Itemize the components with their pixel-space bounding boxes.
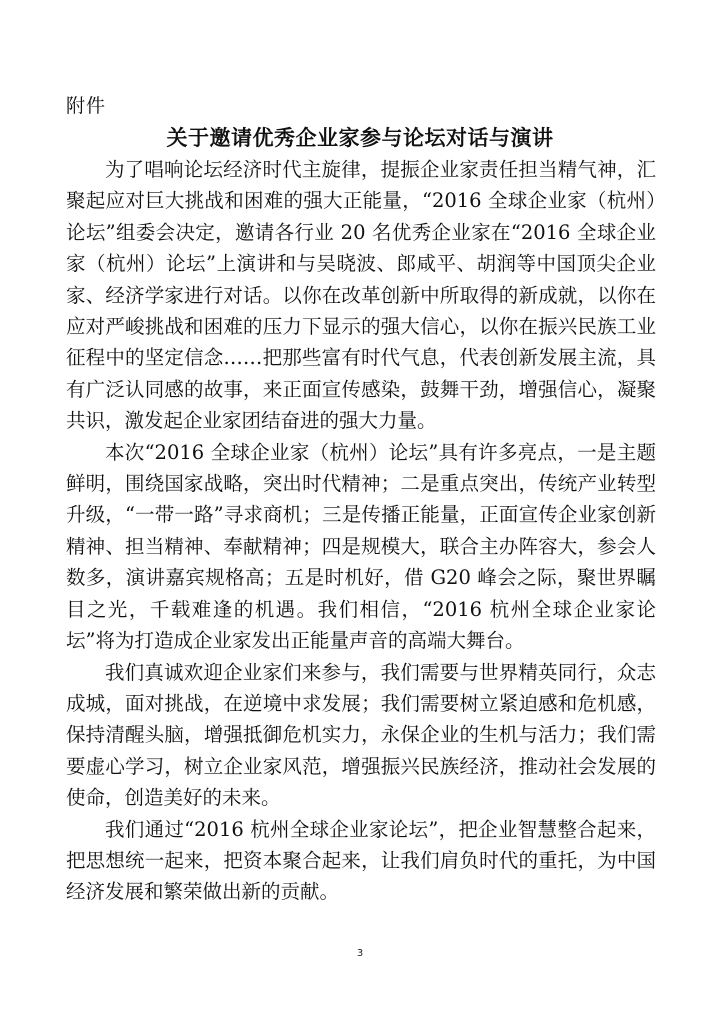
attachment-label: 附件 [66,95,107,117]
page-number: 3 [356,948,364,959]
document-title: 关于邀请优秀企业家参与论坛对话与演讲 [166,126,554,150]
paragraph-3: 我们真诚欢迎企业家们来参与，我们需要与世界精英同行，众志成城，面对挑战，在逆境中求发展；我们需要树立紧迫感和危机感，保持清醒头脑，增强抵御危机实力，永保企业的生机与活力；我们需要虚心学习，树立企业家风范，增强振兴民族经济，推动社会发展的使命，创造美好的未来。 [66,660,656,810]
document-body [66,154,656,908]
paragraph-4: 我们通过“2016 杭州全球企业家论坛”，把企业智慧整合起来，把思想统一起来，把资本聚合起来，让我们肩负时代的重托，为中国经济发展和繁荣做出新的贡献。 [66,817,656,904]
paragraph-1: 为了唱响论坛经济时代主旋律，提振企业家责任担当精气神，汇聚起应对巨大挑战和困难的强大正能量，“2016 全球企业家（杭州）论坛”组委会决定，邀请各行业 20 名优秀企业家在“2016 全球企业家（杭州）论坛”上演讲和与吴晓波、郎咸平、胡润等中国顶尖企业家、经济学家进行对话。以你在改革创新中所取得的新成就，以你在应对严峻挑战和困难的压力下显示的强大信心，以你在振兴民族工业征程中的坚定信念……把那些富有时代气息，代表创新发展主流，具有广泛认同感的故事，来正面宣传感染，鼓舞干劲，增强信心，凝聚共识，激发起企业家团结奋进的强大力量。 [66,158,656,433]
paragraph-2: 本次“2016 全球企业家（杭州）论坛”具有许多亮点，一是主题鲜明，围绕国家战略，突出时代精神；二是重点突出，传统产业转型升级，“一带一路”寻求商机；三是传播正能量，正面宣传企业家创新精神、担当精神、奉献精神；四是规模大，联合主办阵容大，参会人数多，演讲嘉宾规格高；五是时机好，借 G20 峰会之际，聚世界瞩目之光，千载难逢的机遇。我们相信，“2016 杭州全球企业家论坛”将为打造成企业家发出正能量声音的高端大舞台。 [66,440,656,653]
